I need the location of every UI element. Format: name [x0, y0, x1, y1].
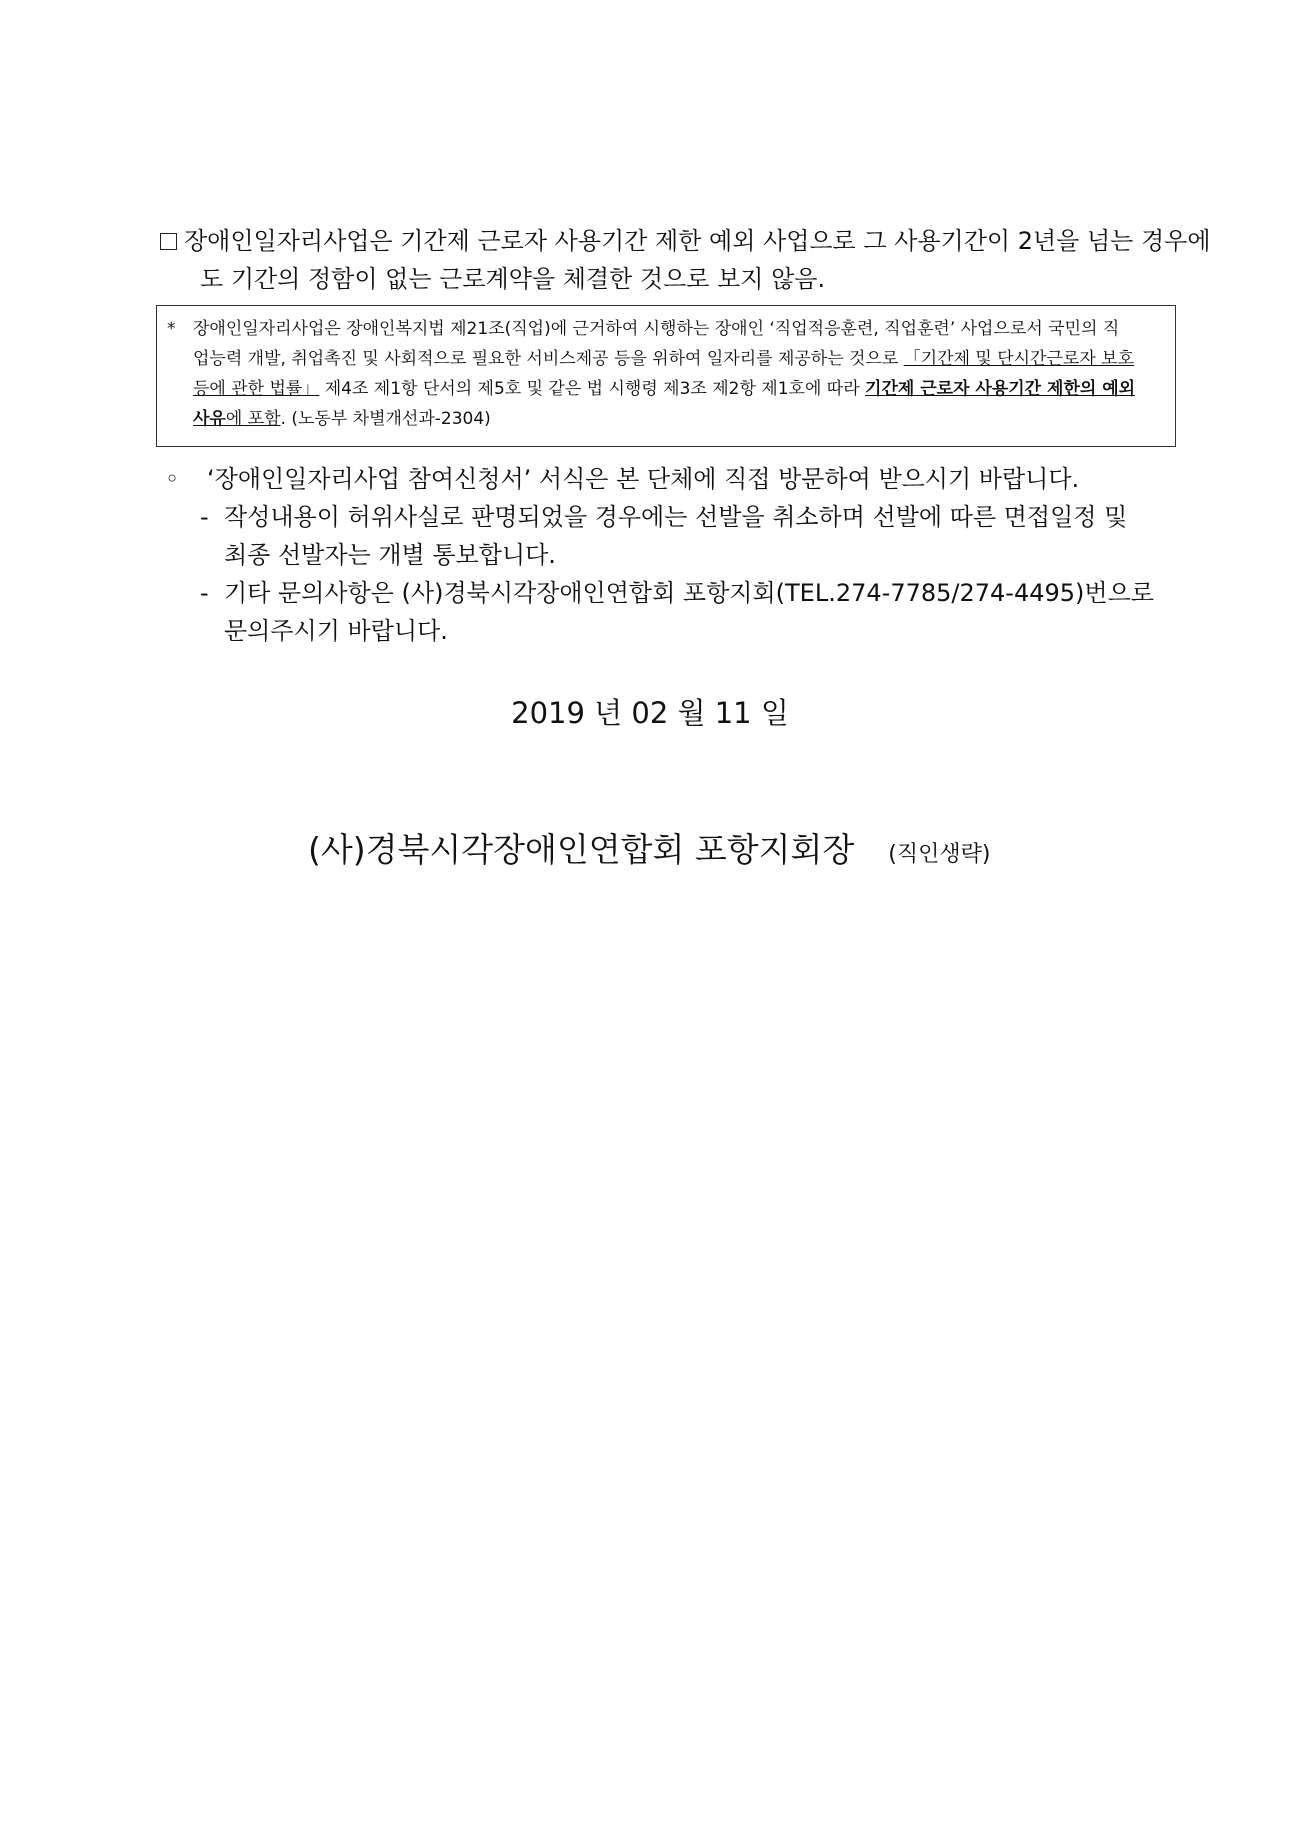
footnote-line-3: [167, 374, 1165, 404]
footnote-line-1: [167, 314, 1165, 344]
guide-main-line: [160, 460, 1180, 498]
guide-item-2-text-1: 기타 문의사항은 (사)경북시각장애인연합회 포항지회(TEL.274-7785/274-4495)번으로: [224, 579, 1154, 607]
guide-item-1-line-2: 최종 선발자는 개별 통보합니다.: [224, 541, 556, 569]
footnote-box: [156, 305, 1176, 447]
notice-line-2: 도 기간의 정함이 없는 근로계약을 체결한 것으로 보지 않음.: [200, 265, 826, 293]
notice-text-1: 장애인일자리사업은 기간제 근로자 사용기간 제한 예외 사업으로 그 사용기간이 2년을 넘는 경우에: [184, 227, 1211, 255]
footnote-marker: *: [167, 319, 176, 339]
checkbox-icon: [160, 233, 177, 250]
footnote-exception-b: 사유: [193, 409, 226, 429]
footnote-included: 에 포함: [225, 409, 281, 429]
footnote-text-3b: 제4조 제1항 단서의 제5호 및 같은 법 시행령 제3조 제2항 제1호에 따라: [319, 379, 866, 399]
footnote-law-title-a: 「기간제 및 단시간근로자 보호: [903, 349, 1134, 369]
guide-item-2-line-1: [160, 574, 1180, 612]
guide-item-1-line-1: [160, 498, 1180, 536]
guide-item-2-line-2: 문의주시기 바랍니다.: [224, 617, 448, 645]
guide-main-text: ‘장애인일자리사업 참여신청서’ 서식은 본 단체에 직접 방문하여 받으시기 바랍니다.: [207, 465, 1080, 493]
notice-line-1: [160, 222, 1211, 260]
footnote-line-2: [167, 344, 1165, 374]
footnote-text-1: 장애인일자리사업은 장애인복지법 제21조(직업)에 근거하여 시행하는 장애인 ‘직업적응훈련, 직업훈련’ 사업으로서 국민의 직: [193, 319, 1120, 339]
footnote-law-title-b: 등에 관한 법률」: [193, 379, 320, 399]
dash-marker: -: [200, 579, 209, 607]
footnote-exception-a: 기간제 근로자 사용기간 제한의 예외: [865, 379, 1136, 399]
footnote-source: . (노동부 차별개선과-2304): [280, 409, 491, 429]
bullet-icon: ◦: [165, 465, 180, 493]
signature-block: [308, 828, 990, 877]
signature-org: (사)경북시각장애인연합회 포항지회장: [308, 830, 855, 869]
guide-item-1-text-1: 작성내용이 허위사실로 판명되었을 경우에는 선발을 취소하며 선발에 따른 면접일정 및: [224, 503, 1128, 531]
seal-note: (직인생략): [888, 842, 991, 867]
footnote-line-4: [167, 404, 1165, 434]
notice-paragraph: [160, 222, 1211, 298]
document-date: 2019 년 02 월 11 일: [511, 696, 789, 730]
footnote-text-2a: 업능력 개발, 취업촉진 및 사회적으로 필요한 서비스제공 등을 위하여 일자리를 제공하는 것으로: [193, 349, 904, 369]
dash-marker: -: [200, 503, 209, 531]
guide-list: [160, 460, 1180, 650]
